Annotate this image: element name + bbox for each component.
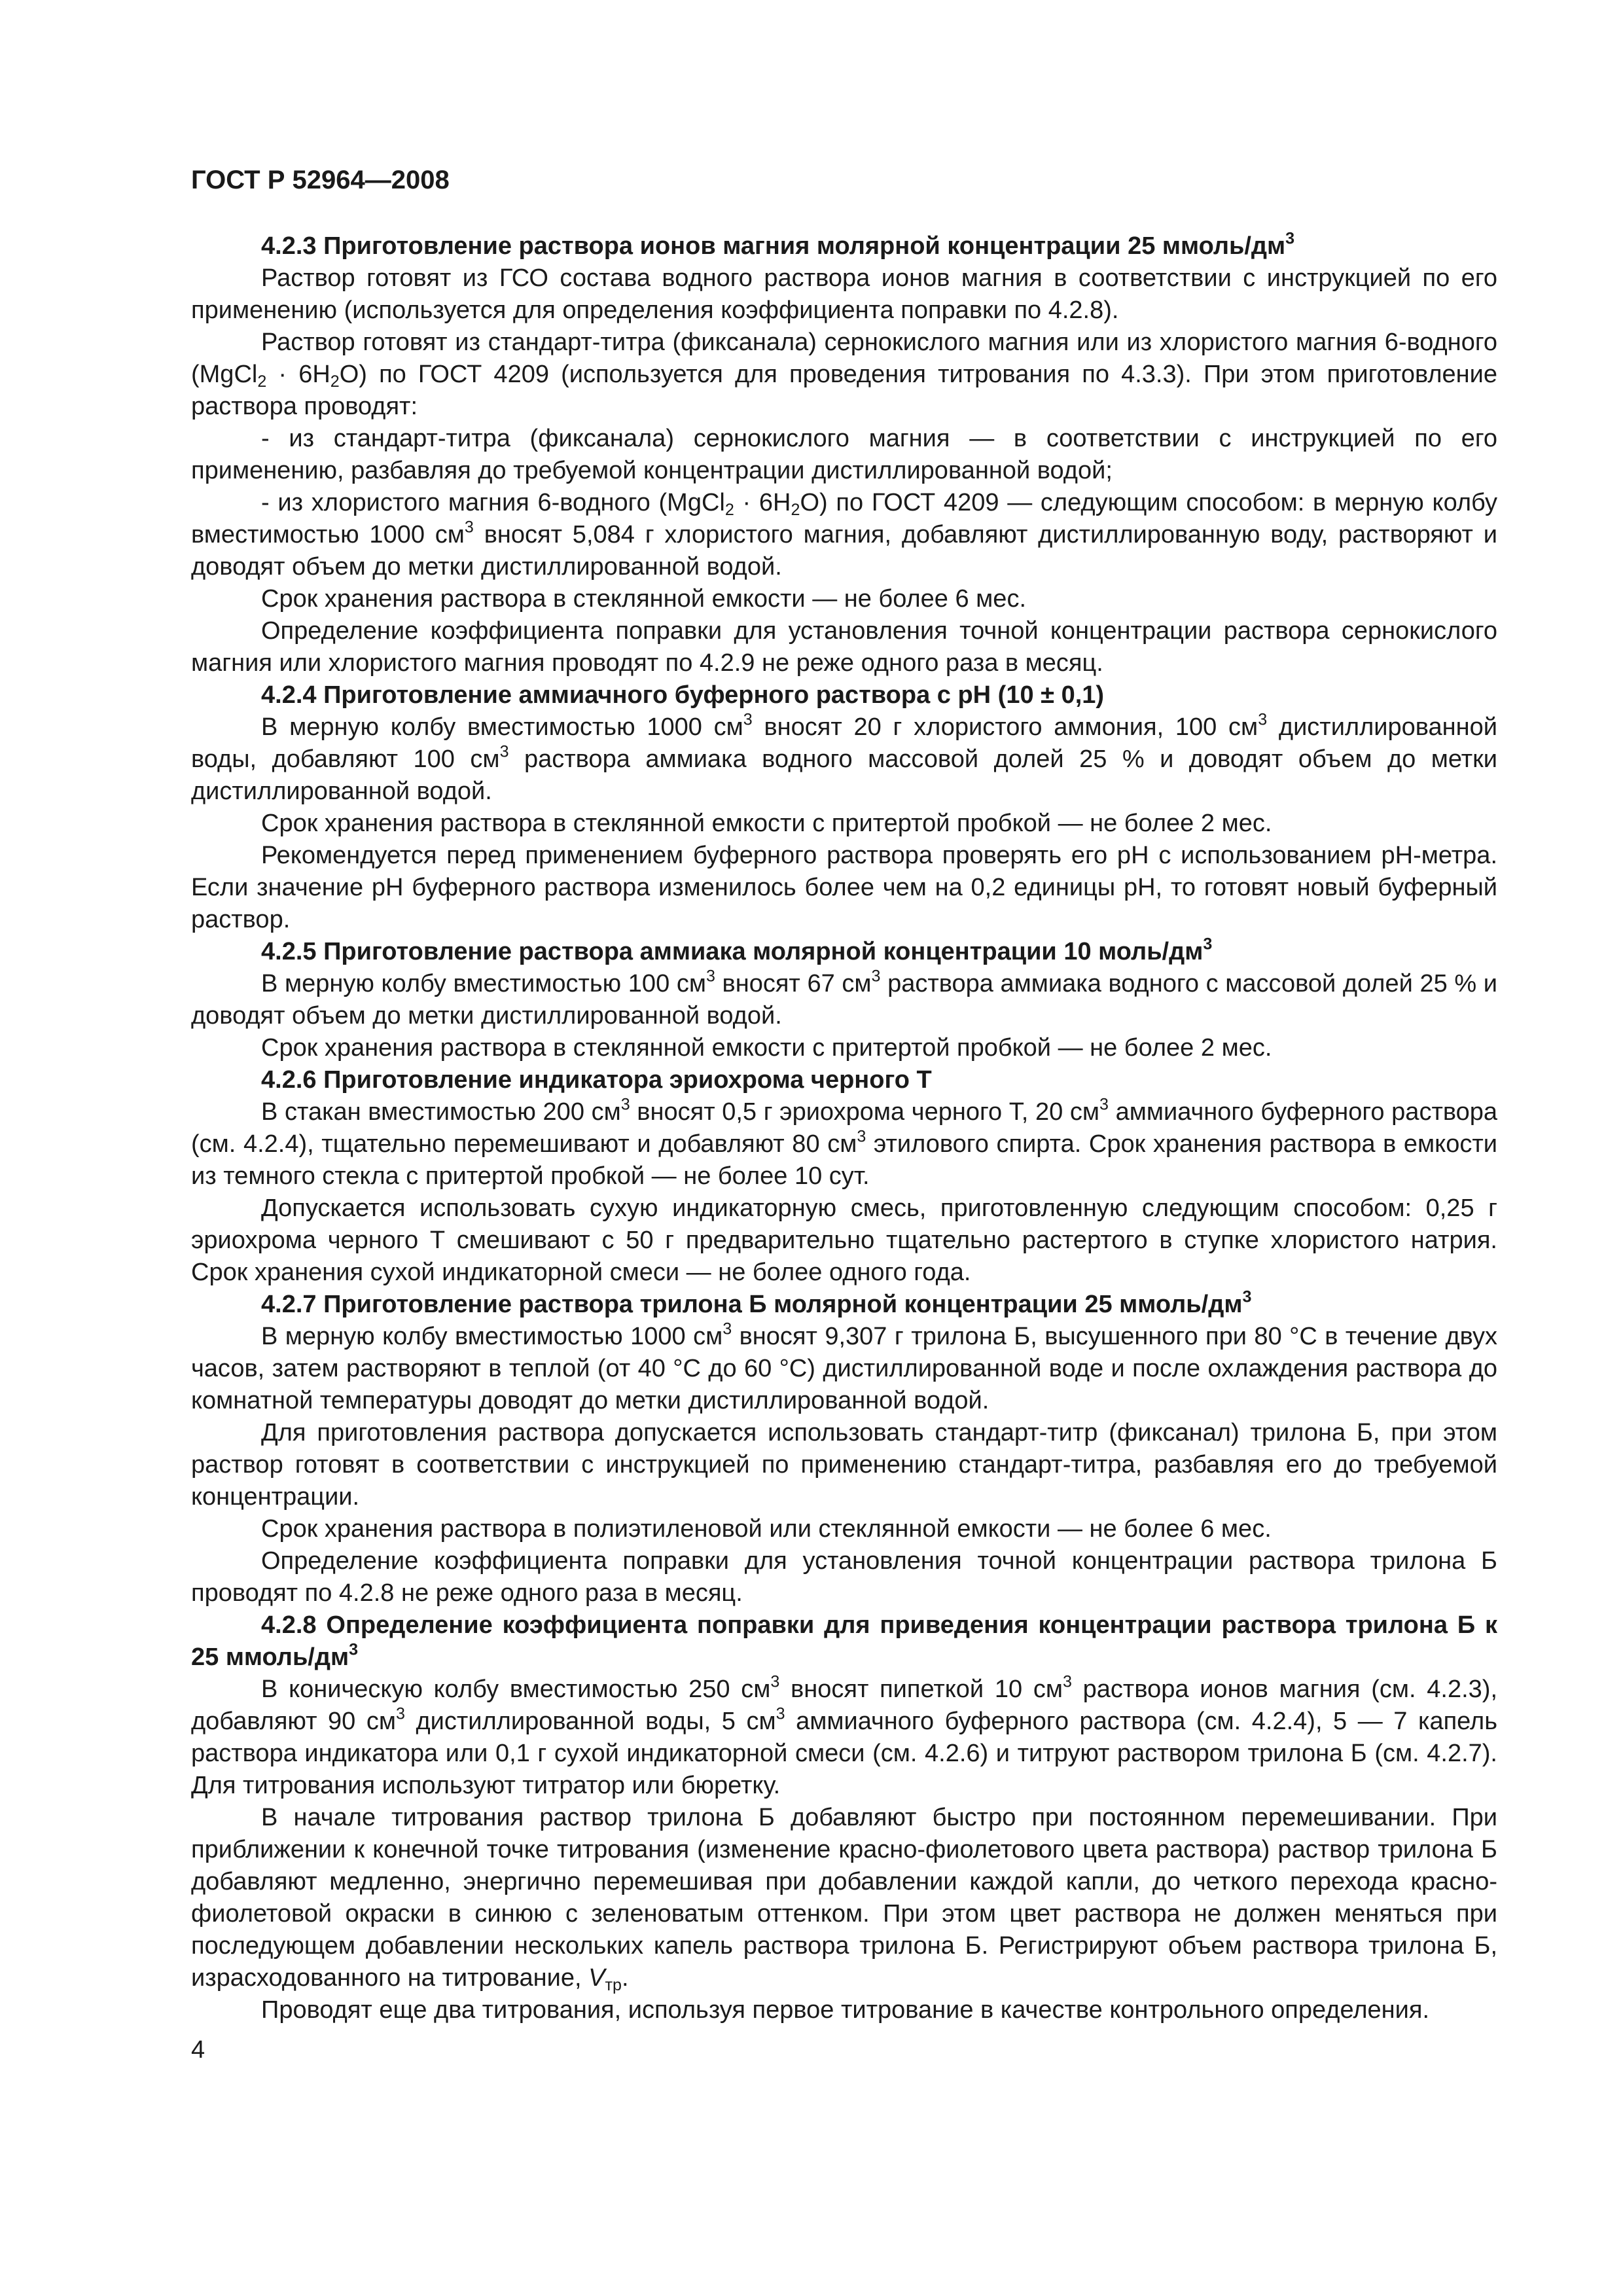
subscript: 2 [330, 372, 340, 391]
text-run: O) по ГОСТ 4209 — следующим способом: в мерную колбу вместимостью 1000 см [191, 489, 1497, 548]
text-run: Срок хранения раствора в стеклянной емкости с притертой пробкой — не более 2 мес. [261, 1034, 1272, 1062]
text-run: Определение коэффициента поправки для установления точной концентрации раствора сернокислого магния или хлористого магния проводят по 4.2.9 не реже одного раза в месяц. [191, 617, 1497, 677]
subscript: 2 [257, 372, 267, 391]
text-run: Раствор готовят из стандарт-титра (фиксанала) сернокислого магния или из хлористого магния 6-водного (MgCl [191, 329, 1497, 388]
text-run: вносят 0,5 г эриохрома черного Т, 20 см [630, 1098, 1100, 1126]
superscript: 3 [620, 1095, 630, 1114]
superscript: 3 [1062, 1672, 1072, 1691]
subscript: 2 [791, 501, 800, 520]
superscript: 3 [705, 967, 715, 986]
text-run: вносят 67 см [715, 970, 872, 997]
section-number: 4.2.6 [261, 1066, 317, 1094]
text-run: вносят 20 г хлористого аммония, 100 см [752, 713, 1258, 741]
text-run: O) по ГОСТ 4209 (используется для проведения титрования по 4.3.3). При этом приготовление раствора проводят: [191, 361, 1497, 420]
section-title: Определение коэффициента поправки для приведения концентрации раствора трилона Б к 25 ммоль/дм [191, 1611, 1497, 1671]
section-heading [191, 1609, 1497, 1674]
superscript: 3 [1242, 1287, 1252, 1306]
subscript: тр [605, 1976, 622, 1995]
text-run: - из стандарт-титра (фиксанала) сернокислого магния — в соответствии с инструкцией по его применению, разбавляя до требуемой концентрации дистиллированной водой; [191, 425, 1497, 484]
superscript: 3 [464, 518, 474, 537]
paragraph [191, 487, 1497, 583]
page-number: 4 [191, 2036, 205, 2064]
paragraph [191, 1513, 1497, 1545]
superscript: 3 [1099, 1095, 1109, 1114]
text-run: Определение коэффициента поправки для установления точной концентрации раствора трилона Б проводят по 4.2.8 не реже одного раза в месяц. [191, 1547, 1497, 1607]
text-run: В начале титрования раствор трилона Б добавляют быстро при постоянном перемешивании. При приближении к конечной точке титрования (изменение красно-фиолетового цвета раствора) раствор трилона Б добавляют медленно, энергично перемешивая при добавлении каждой капли, до четкого перехода красно-фиолетовой окраски в синюю с зеленоватым оттенком. При этом цвет раствора не должен меняться при последующем добавлении нескольких капель раствора трилона Б. Регистрируют объем раствора трилона Б, израсходованного на титрование, [191, 1804, 1497, 1992]
paragraph [191, 1193, 1497, 1289]
section-heading [191, 936, 1497, 968]
paragraph [191, 1321, 1497, 1417]
superscript: 3 [857, 1127, 866, 1146]
superscript: 3 [1285, 229, 1295, 248]
text-run: раствора аммиака водного с массовой долей 25 % и доводят объем до метки дистиллированной водой. [191, 970, 1497, 1030]
paragraph [191, 1096, 1497, 1193]
text-run: Рекомендуется перед применением буферного раствора проверять его pH с использованием pH-метра. Если значение pH буферного раствора изменилось более чем на 0,2 единицы pH, то готовят новый буферный раствор. [191, 842, 1497, 933]
text-run: этилового спирта. Срок хранения раствора в емкости из темного стекла с притертой пробкой — не более 10 сут. [191, 1130, 1497, 1190]
superscript: 3 [770, 1672, 780, 1691]
text-run: раствора аммиака водного массовой долей 25 % и доводят объем до метки дистиллированной водой. [191, 745, 1497, 805]
text-run: вносят 5,084 г хлористого магния, добавляют дистиллированную воду, растворяют и доводят объем до метки дистиллированной водой. [191, 521, 1498, 581]
section-number: 4.2.8 [261, 1611, 317, 1639]
text-run: В мерную колбу вместимостью 1000 см [261, 713, 743, 741]
paragraph [191, 1802, 1497, 1994]
paragraph [191, 711, 1497, 808]
text-run: В коническую колбу вместимостью 250 см [261, 1676, 771, 1703]
text-run: Срок хранения раствора в полиэтиленовой или стеклянной емкости — не более 6 мес. [261, 1515, 1272, 1543]
text-run: Срок хранения раствора в стеклянной емкости — не более 6 мес. [261, 585, 1027, 613]
superscript: 3 [1203, 935, 1213, 954]
text-run: Для приготовления раствора допускается использовать стандарт-титр (фиксанал) трилона Б, при этом раствор готовят в соответствии с инструкцией по применению стандарт-титра, разбавляя его до требуемой концентрации. [191, 1419, 1497, 1511]
section-title: Приготовление раствора аммиака молярной концентрации 10 моль/дм [323, 938, 1204, 965]
text-run: Раствор готовят из ГСО состава водного раствора ионов магния в соответствии с инструкцией по его применению (используется для определения коэффициента поправки по 4.2.8). [191, 264, 1497, 324]
superscript: 3 [499, 742, 509, 761]
section-heading [191, 230, 1497, 262]
paragraph [191, 327, 1497, 423]
subscript: 2 [724, 501, 734, 520]
paragraph [191, 968, 1497, 1032]
section-title: Приготовление индикатора эриохрома черного Т [323, 1066, 932, 1094]
text-run: Проводят еще два титрования, используя первое титрование в качестве контрольного определения. [261, 1996, 1429, 2024]
paragraph [191, 808, 1497, 840]
text-run: · 6H [734, 489, 791, 516]
paragraph [191, 583, 1497, 615]
section-heading [191, 1064, 1497, 1096]
text-run: - из хлористого магния 6-водного (MgCl [261, 489, 725, 516]
superscript: 3 [395, 1704, 405, 1723]
text-run: вносят 9,307 г трилона Б, высушенного при 80 °С в течение двух часов, затем растворяют в теплой (от 40 °С до 60 °С) дистиллированной воде и после охлаждения раствора до комнатной температуры доводят до метки дистиллированной водой. [191, 1323, 1497, 1414]
section-title: Приготовление раствора ионов магния молярной концентрации 25 ммоль/дм [323, 232, 1286, 260]
text-run: . [621, 1964, 629, 1992]
text-run: В мерную колбу вместимостью 100 см [261, 970, 706, 997]
paragraph [191, 262, 1497, 327]
paragraph [191, 1032, 1497, 1064]
text-run: дистиллированной воды, добавляют 100 см [191, 713, 1497, 773]
text-run: Срок хранения раствора в стеклянной емкости с притертой пробкой — не более 2 мес. [261, 810, 1272, 837]
text-run: В мерную колбу вместимостью 1000 см [261, 1323, 723, 1350]
superscript: 3 [871, 967, 881, 986]
text-run: Допускается использовать сухую индикаторную смесь, приготовленную следующим способом: 0,25 г эриохрома черного Т смешивают с 50 г предварительно тщательно растертого в ступке хлористого натрия. Срок хранения сухой индикаторной смеси — не более одного года. [191, 1194, 1497, 1286]
section-heading [191, 679, 1497, 711]
text-run: вносят пипеткой 10 см [779, 1676, 1063, 1703]
text-run: · 6H [266, 361, 330, 388]
paragraph [191, 1994, 1497, 2026]
superscript: 3 [349, 1640, 359, 1659]
section-number: 4.2.7 [261, 1291, 317, 1318]
superscript: 3 [722, 1319, 732, 1338]
section-title: Приготовление аммиачного буферного раствора с pH (10 ± 0,1) [323, 681, 1105, 709]
document-page [191, 164, 1497, 2066]
variable: V [588, 1964, 605, 1992]
superscript: 3 [776, 1704, 785, 1723]
section-number: 4.2.4 [261, 681, 317, 709]
text-run: В стакан вместимостью 200 см [261, 1098, 621, 1126]
superscript: 3 [1258, 710, 1268, 729]
section-title: Приготовление раствора трилона Б молярной концентрации 25 ммоль/дм [323, 1291, 1243, 1318]
text-run: аммиачного буферного раствора (см. 4.2.4), 5 — 7 капель раствора индикатора или 0,1 г сухой индикаторной смеси (см. 4.2.6) и титруют раствором трилона Б (см. 4.2.7). Для титрования используют титратор или бюретку. [191, 1708, 1497, 1799]
paragraph [191, 615, 1497, 679]
text-run: дистиллированной воды, 5 см [404, 1708, 776, 1735]
paragraph [191, 1674, 1497, 1802]
section-number: 4.2.5 [261, 938, 317, 965]
section-number: 4.2.3 [261, 232, 317, 260]
paragraph [191, 1417, 1497, 1513]
paragraph [191, 840, 1497, 936]
text-run: раствора ионов магния (см. 4.2.3), добавляют 90 см [191, 1676, 1497, 1735]
document-body [191, 230, 1497, 2026]
paragraph [191, 423, 1497, 487]
superscript: 3 [743, 710, 753, 729]
text-run: аммиачного буферного раствора (см. 4.2.4), тщательно перемешивают и добавляют 80 см [191, 1098, 1498, 1158]
paragraph [191, 1545, 1497, 1609]
section-heading [191, 1289, 1497, 1321]
standard-number: ГОСТ Р 52964—2008 [191, 166, 450, 194]
